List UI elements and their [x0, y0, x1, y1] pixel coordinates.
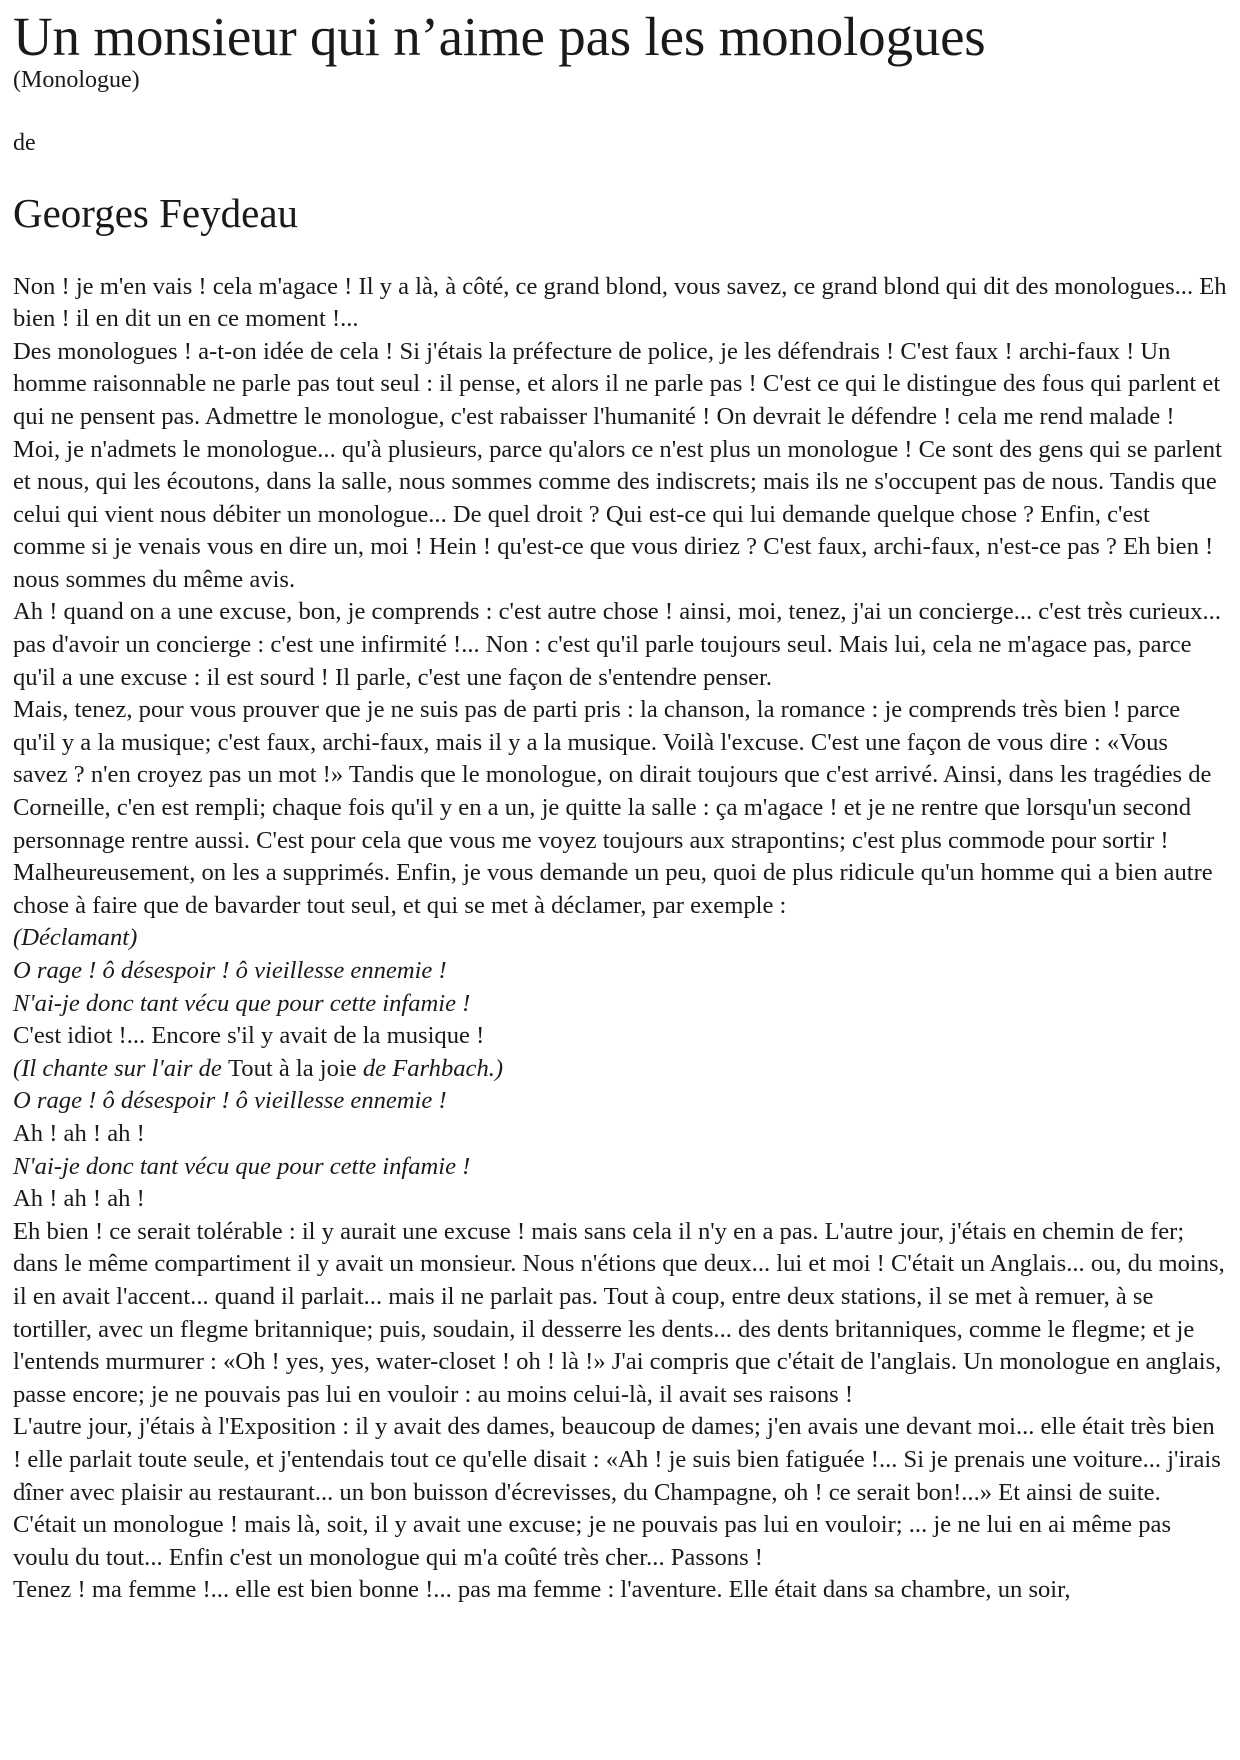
refrain-line: Ah ! ah ! ah !	[13, 1185, 145, 1213]
paragraph: Mais, tenez, pour vous prouver que je ne suis pas de parti pris : la chanson, la romance : je comprends très bien ! parce qu'il y a la musique; c'est faux, archi-faux, mais il y a la musique. Voilà l'excuse. C'est une façon de vous dire : «Vous savez ? n'en croyez pas un mot !» Tandis que le monologue, on dirait toujours que c'est arrivé. Ainsi, dans les tragédies de Corneille, c'en est rempli; chaque fois qu'il y en a un, je quitte la salle : ça m'agace ! et je ne rentre que lorsqu'un second personnage rentre aussi. C'est pour cela que vous me voyez toujours aux strapontins; c'est plus commode pour sortir ! Malheureusement, on les a supprimés. Enfin, je vous demande un peu, quoi de plus ridicule qu'un homme qui a bien autre chose à faire que de bavarder tout seul, et qui se met à déclamer, par exemple :	[13, 696, 1213, 919]
paragraph: L'autre jour, j'étais à l'Exposition : il y avait des dames, beaucoup de dames; j'en avais une devant moi... elle était très bien ! elle parlait toute seule, et j'entendais tout ce qu'elle disait : «Ah ! je suis bien fatiguée !... Si je prenais une voiture... j'irais dîner avec plaisir au restaurant... un bon buisson d'écrevisses, du Champagne, oh ! ce serait bon!...» Et ainsi de suite. C'était un monologue ! mais là, soit, il y avait une excuse; je ne pouvais pas lui en vouloir; ... je ne lui en ai même pas voulu du tout... Enfin c'est un monologue qui m'a coûté très cher... Passons !	[13, 1413, 1221, 1571]
byline-preposition: de	[13, 129, 36, 156]
verse-line: N'ai-je donc tant vécu que pour cette infamie !	[13, 989, 471, 1017]
verse-line: N'ai-je donc tant vécu que pour cette infamie !	[13, 1152, 471, 1180]
song-direction-before: (Il chante sur l'air de	[13, 1054, 228, 1082]
play-subtitle: (Monologue)	[13, 66, 140, 93]
paragraph: Moi, je n'admets le monologue... qu'à plusieurs, parce qu'alors ce n'est plus un monologue ! Ce sont des gens qui se parlent et nous, qui les écoutons, dans la salle, nous sommes comme des indiscrets; mais ils ne s'occupent pas de nous. Tandis que celui qui vient nous débiter un monologue... De quel droit ? Qui est-ce qui lui demande quelque chose ? Enfin, c'est comme si je venais vous en dire un, moi ! Hein ! qu'est-ce que vous diriez ? C'est faux, archi-faux, n'est-ce pas ? Eh bien ! nous sommes du même avis.	[13, 435, 1222, 593]
paragraph: Des monologues ! a-t-on idée de cela ! Si j'étais la préfecture de police, je les défendrais ! C'est faux ! archi-faux ! Un homme raisonnable ne parle pas tout seul : il pense, et alors il ne parle pas ! C'est ce qui le distingue des fous qui parlent et qui ne pensent pas. Admettre le monologue, c'est rabaisser l'humanité ! On devrait le défendre ! cela me rend malade !	[13, 337, 1221, 430]
song-tune-title: Tout à la joie	[227, 1054, 357, 1082]
paragraph: Non ! je m'en vais ! cela m'agace ! Il y a là, à côté, ce grand blond, vous savez, ce grand blond qui dit des monologues... Eh bien ! il en dit un en ce moment !...	[13, 272, 1227, 333]
paragraph: C'est idiot !... Encore s'il y avait de la musique !	[13, 1022, 485, 1050]
author-name: Georges Feydeau	[13, 190, 299, 237]
stage-direction: (Déclamant)	[13, 924, 138, 952]
song-direction-after: de Farhbach.)	[356, 1054, 504, 1082]
document-page	[0, 8, 1240, 1607]
verse-line: O rage ! ô désespoir ! ô vieillesse ennemie !	[13, 1087, 447, 1115]
monologue-text	[13, 271, 1227, 1607]
song-direction	[13, 1053, 1227, 1086]
paragraph: Tenez ! ma femme !... elle est bien bonne !... pas ma femme : l'aventure. Elle était dans sa chambre, un soir,	[13, 1576, 1071, 1604]
paragraph: Eh bien ! ce serait tolérable : il y aurait une excuse ! mais sans cela il n'y en a pas. L'autre jour, j'étais en chemin de fer; dans le même compartiment il y avait un monsieur. Nous n'étions que deux... lui et moi ! C'était un Anglais... ou, du moins, il en avait l'accent... quand il parlait... mais il ne parlait pas. Tout à coup, entre deux stations, il se met à remuer, à se tortiller, avec un flegme britannique; puis, soudain, il desserre les dents... des dents britanniques, comme le flegme; et je l'entends murmurer : «Oh ! yes, yes, water-closet ! oh ! là !» J'ai compris que c'était de l'anglais. Un monologue en anglais, passe encore; je ne pouvais pas lui en vouloir : au moins celui-là, il avait ses raisons !	[13, 1217, 1225, 1408]
verse-line: O rage ! ô désespoir ! ô vieillesse ennemie !	[13, 957, 447, 984]
paragraph: Ah ! quand on a une excuse, bon, je comprends : c'est autre chose ! ainsi, moi, tenez, j'ai un concierge... c'est très curieux... pas d'avoir un concierge : c'est une infirmité !... Non : c'est qu'il parle toujours seul. Mais lui, cela ne m'agace pas, parce qu'il a une excuse : il est sourd ! Il parle, c'est une façon de s'entendre penser.	[13, 598, 1221, 691]
play-title: Un monsieur qui n’aime pas les monologues	[13, 6, 986, 67]
refrain-line: Ah ! ah ! ah !	[13, 1119, 145, 1147]
